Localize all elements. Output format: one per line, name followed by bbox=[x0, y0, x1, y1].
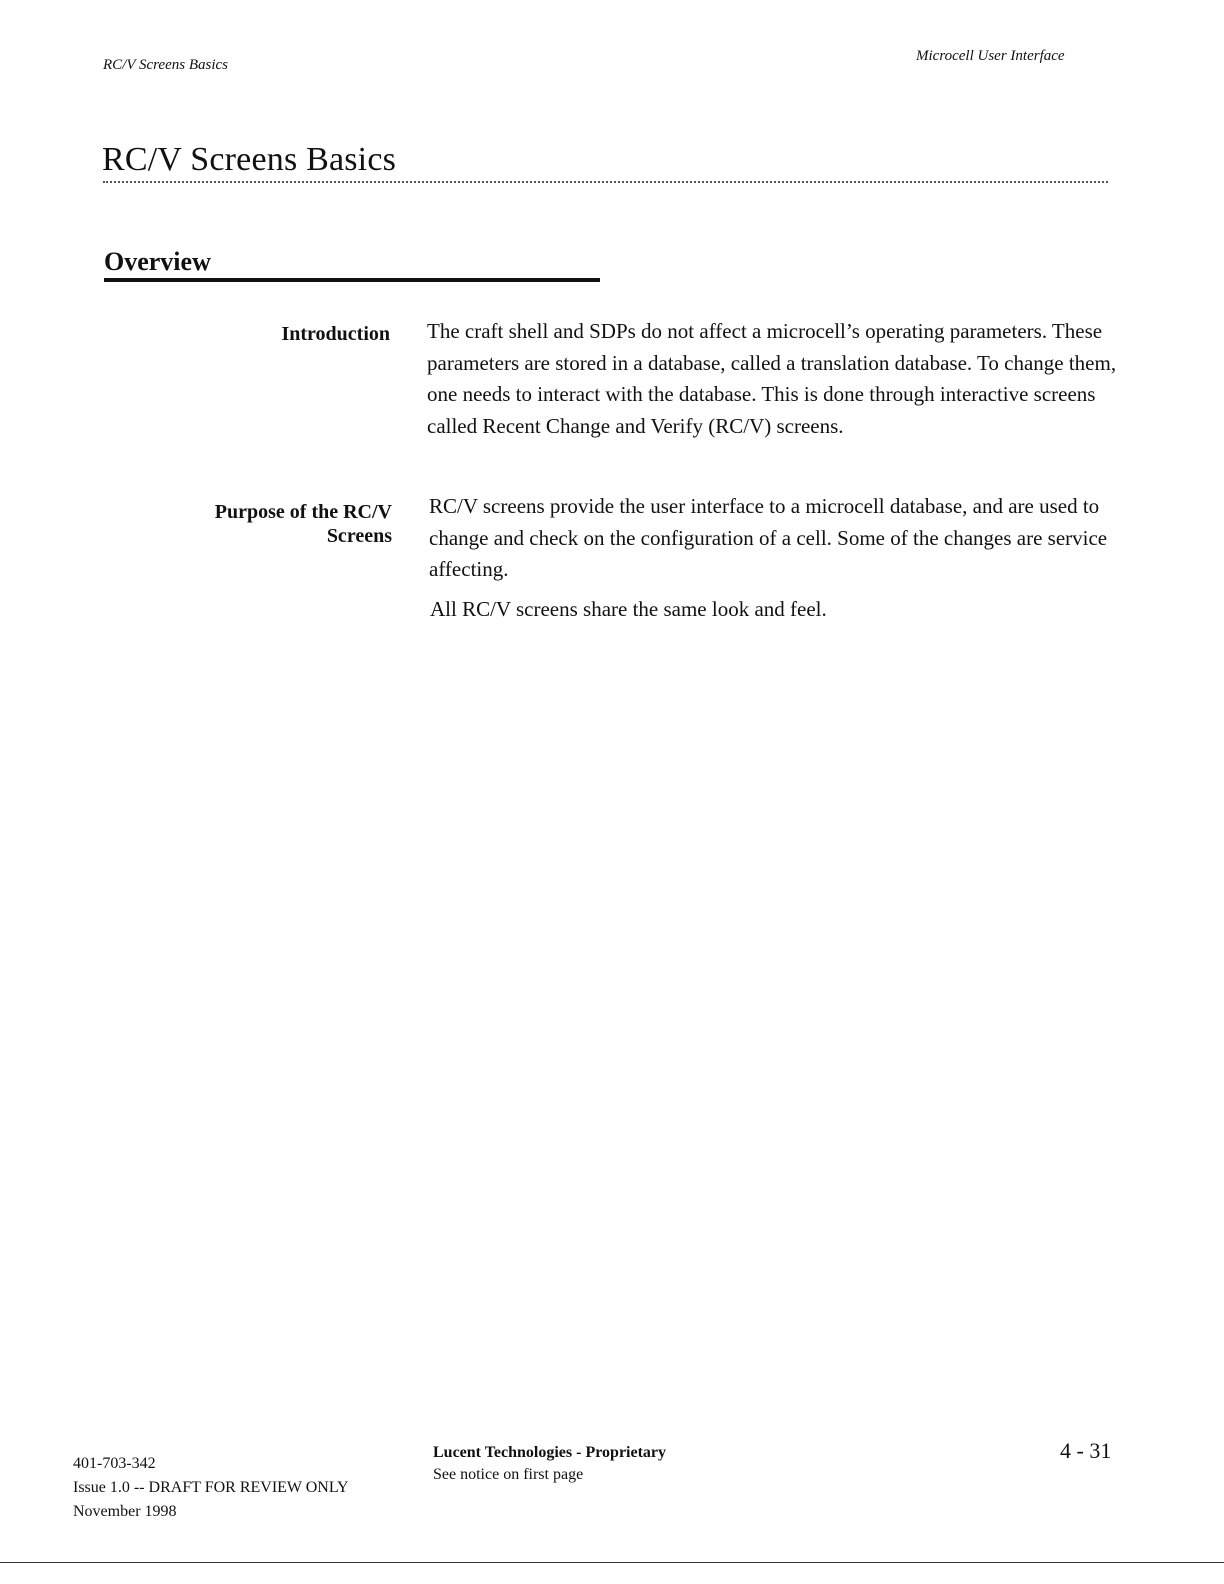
purpose-paragraph: RC/V screens provide the user interface to a microcell database, and are used to change and check on the configuration of a cell. Some of the changes are service affecting. bbox=[429, 494, 1108, 581]
footer-date: November 1998 bbox=[73, 1503, 177, 1520]
footer-document-info bbox=[73, 1452, 349, 1524]
section-heading: Overview bbox=[104, 247, 211, 276]
footer-issue: Issue 1.0 -- DRAFT FOR REVIEW ONLY bbox=[73, 1479, 349, 1496]
page-number: 4 - 31 bbox=[1060, 1438, 1112, 1463]
footer-company: Lucent Technologies - Proprietary bbox=[433, 1444, 667, 1461]
bottom-rule bbox=[0, 1562, 1224, 1563]
footer-notice: See notice on first page bbox=[433, 1466, 584, 1483]
purpose-label-line-2: Screens bbox=[326, 525, 392, 547]
page-title: RC/V Screens Basics bbox=[102, 141, 397, 178]
look-and-feel-paragraph: All RC/V screens share the same look and feel. bbox=[430, 597, 827, 621]
footer-proprietary-notice bbox=[433, 1442, 666, 1486]
section-heading-rule bbox=[104, 278, 600, 282]
footer-doc-number: 401-703-342 bbox=[73, 1455, 156, 1472]
purpose-label bbox=[92, 500, 392, 548]
introduction-label: Introduction bbox=[281, 323, 390, 345]
running-header-left: RC/V Screens Basics bbox=[103, 57, 228, 73]
purpose-label-line-1: Purpose of the RC/V bbox=[214, 501, 392, 523]
title-dotted-rule bbox=[103, 181, 1108, 183]
running-header-right: Microcell User Interface bbox=[916, 48, 1065, 64]
introduction-paragraph: The craft shell and SDPs do not affect a microcell’s operating parameters. These parameters are stored in a database, called a translation database. To change them, one needs to interact with the database. This is done through interactive screens called Recent Change and Verify (RC/V) screens. bbox=[427, 319, 1117, 438]
